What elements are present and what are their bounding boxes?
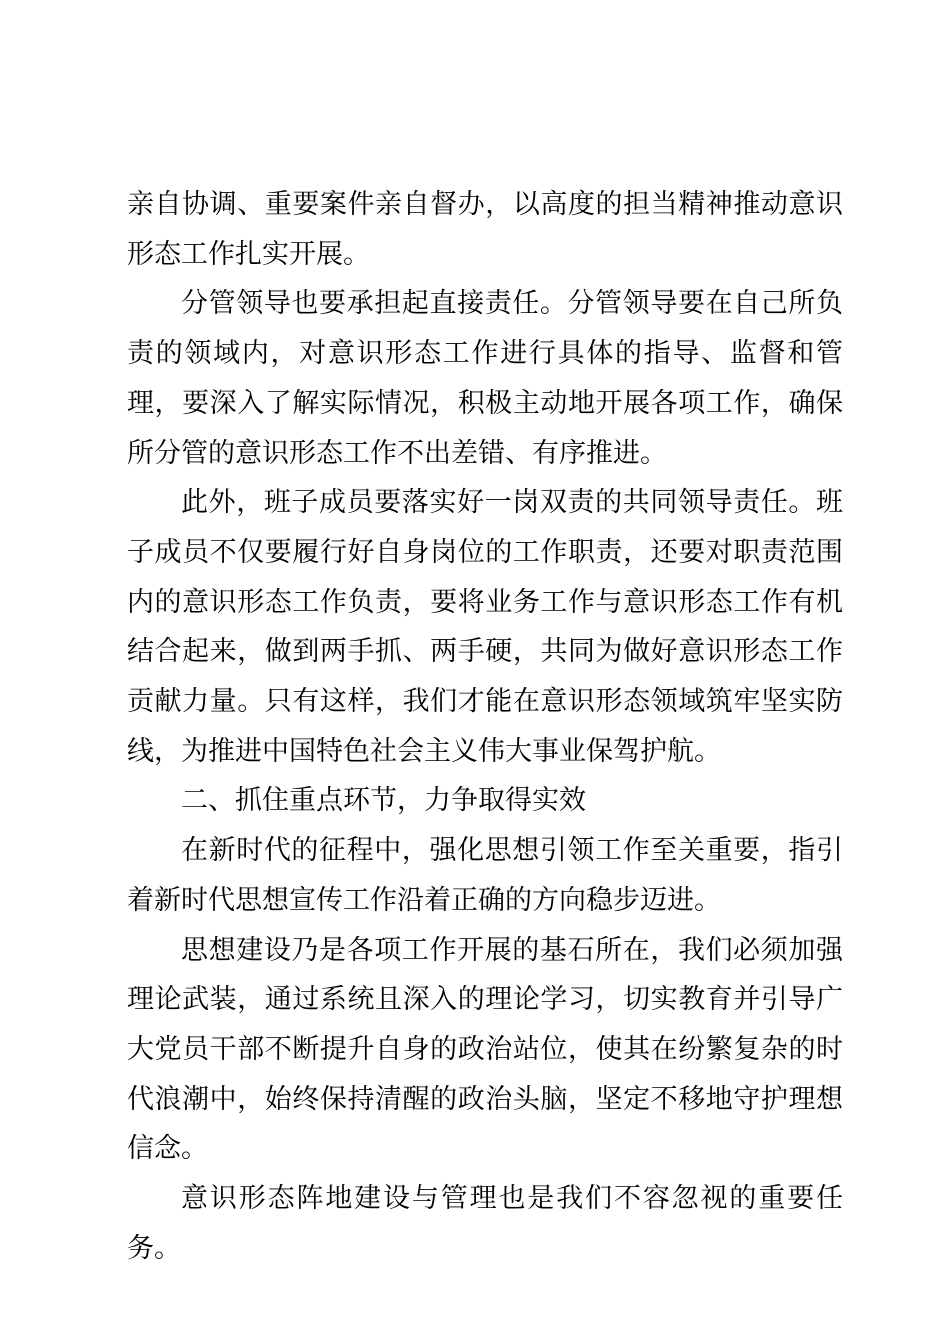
paragraph-ideological-guidance: 在新时代的征程中，强化思想引领工作至关重要，指引着新时代思想宣传工作沿着正确的方向稳步迈进。 <box>127 835 843 916</box>
section-heading: 二、抓住重点环节，力争取得实效 <box>181 785 586 817</box>
paragraph-ideological-building: 思想建设乃是各项工作开展的基石所在，我们必须加强理论武装，通过系统且深入的理论学习，切实教育并引导广大党员干部不断提升自身的政治站位，使其在纷繁复杂的时代浪潮中，始终保持清醒的政治头脑，坚定不移地守护理想信念。 <box>127 934 843 1165</box>
paragraph-continuation: 亲自协调、重要案件亲自督办，以高度的担当精神推动意识形态工作扎实开展。 <box>127 189 843 270</box>
paragraph-team-responsibility: 此外，班子成员要落实好一岗双责的共同领导责任。班子成员不仅要履行好自身岗位的工作职责，还要对职责范围内的意识形态工作负责，要将业务工作与意识形态工作有机结合起来，做到两手抓、两手硬，共同为做好意识形态工作贡献力量。只有这样，我们才能在意识形态领域筑牢坚实防线，为推进中国特色社会主义伟大事业保驾护航。 <box>127 487 843 767</box>
document-body <box>127 180 843 1273</box>
paragraph-front-management: 意识形态阵地建设与管理也是我们不容忽视的重要任务。 <box>127 1183 843 1264</box>
paragraph-leadership-responsibility: 分管领导也要承担起直接责任。分管领导要在自己所负责的领域内，对意识形态工作进行具体的指导、监督和管理，要深入了解实际情况，积极主动地开展各项工作，确保所分管的意识形态工作不出差错、有序推进。 <box>127 288 843 469</box>
